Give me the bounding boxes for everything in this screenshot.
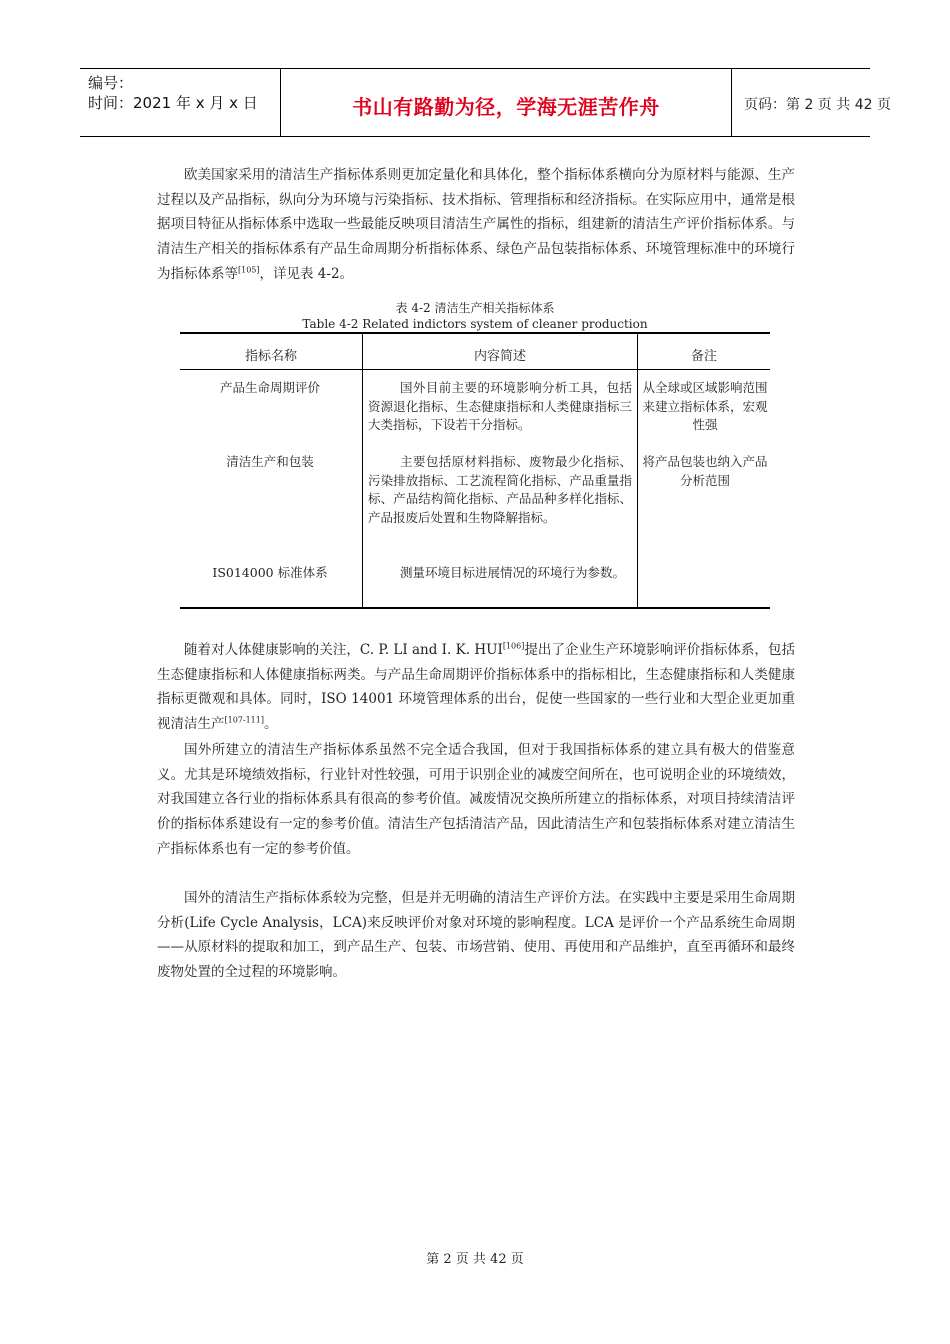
- table-header-name: 指标名称: [244, 349, 297, 364]
- paragraph-1-tail: ，详见表 4-2。: [259, 265, 354, 282]
- table-caption-cn: 表 4-2 清洁生产相关指标体系: [395, 301, 555, 315]
- table-caption-en: Table 4-2 Related indictors system of cleaner production: [302, 317, 648, 331]
- paragraph-1: [157, 163, 795, 287]
- table-cell-desc: 国外目前主要的环境影响分析工具，包括资源退化指标、生态健康指标和人类健康指标三大类指标，下设若干分指标。: [368, 380, 632, 432]
- table-header-rule: [180, 369, 770, 370]
- paragraph-1-text: 欧美国家采用的清洁生产指标体系则更加定量化和具体化，整个指标体系横向分为原材料与能源、生产过程以及产品指标，纵向分为环境与污染指标、技术指标、管理指标和经济指标。在实际应用中，通常是根据项目特征从指标体系中选取一些最能反映项目清洁生产属性的指标，组建新的清洁生产评价指标体系。与清洁生产相关的指标体系有产品生命周期分析指标体系、绿色产品包装指标体系、环境管理标准中的环境行为指标体系等: [157, 167, 795, 282]
- table-cell-name: 清洁生产和包装: [226, 454, 314, 469]
- citation-107-111: [107-111]: [224, 715, 264, 725]
- paragraph-2: [157, 638, 795, 737]
- paragraph-2-text: 随着对人体健康影响的关注，C. P. LI and I. K. HUI: [184, 642, 503, 658]
- table-top-rule: [180, 332, 770, 334]
- page-footer: 第 2 页 共 42 页: [426, 1252, 524, 1267]
- table-cell-note: 将产品包装也纳入产品分析范围: [642, 454, 768, 488]
- header-meta-cell: [80, 69, 281, 136]
- table-cell-note: 从全球或区域影响范围来建立指标体系，宏观性强: [642, 380, 768, 432]
- paragraph-4: 国外的清洁生产指标体系较为完整，但是并无明确的清洁生产评价方法。在实践中主要是采用生命周期分析(Life Cycle Analysis，LCA)来反映评价对象对环境的影响程度。LCA 是评价一个产品系统生命周期——从原材料的提取和加工，到产品生产、包装、市场营销、使用、再使用和产品维护，直至再循环和最终废物处置的全过程的环境影响。: [157, 890, 795, 981]
- table-column-divider: [362, 334, 363, 607]
- table-cell-desc: 主要包括原材料指标、废物最少化指标、污染排放指标、工艺流程简化指标、产品重量指标、产品结构简化指标、产品品种多样化指标、产品报废后处置和生物降解指标。: [368, 454, 632, 525]
- header-page-cell: [732, 69, 891, 136]
- table-column-divider: [637, 334, 638, 607]
- paragraph-2-body: 提出了企业生产环境影响评价指标体系，包括生态健康指标和人体健康指标两类。与产品生命周期评价指标体系中的指标相比，生态健康指标和人类健康指标更微观和具体。同时，ISO 14001 环境管理体系的出台，促使一些国家的一些行业和大型企业更加重视清洁生产: [157, 642, 796, 733]
- table-cell-name: 产品生命周期评价: [219, 380, 320, 395]
- document-header: [80, 68, 891, 137]
- paragraph-2-tail: 。: [263, 716, 278, 733]
- table-header-note: 备注: [690, 349, 717, 364]
- table-bottom-rule: [180, 607, 770, 609]
- table-cell-desc: 测量环境目标进展情况的环境行为参数。: [400, 565, 626, 580]
- document-number-label: 编号：: [88, 74, 134, 92]
- header-motto: 书山有路勤为径，学海无涯苦作舟: [352, 95, 660, 119]
- document-date: 时间：2021 年 x 月 x 日: [88, 94, 258, 112]
- citation-105: [105]: [238, 265, 260, 275]
- table-header-desc: 内容简述: [473, 349, 526, 364]
- header-motto-cell: [281, 69, 732, 136]
- header-page-info: 页码：第 2 页 共 42 页: [744, 97, 891, 113]
- paragraph-3: 国外所建立的清洁生产指标体系虽然不完全适合我国，但对于我国指标体系的建立具有极大的借鉴意义。尤其是环境绩效指标，行业针对性较强，可用于识别企业的减废空间所在，也可说明企业的环境绩效，对我国建立各行业的指标体系具有很高的参考价值。减废情况交换所所建立的指标体系，对项目持续清洁评价的指标体系建设有一定的参考价值。清洁生产包括清洁产品，因此清洁生产和包装指标体系对建立清洁生产指标体系也有一定的参考价值。: [157, 742, 795, 857]
- citation-106: [106]: [502, 641, 525, 651]
- table-cell-name: IS014000 标准体系: [212, 565, 328, 580]
